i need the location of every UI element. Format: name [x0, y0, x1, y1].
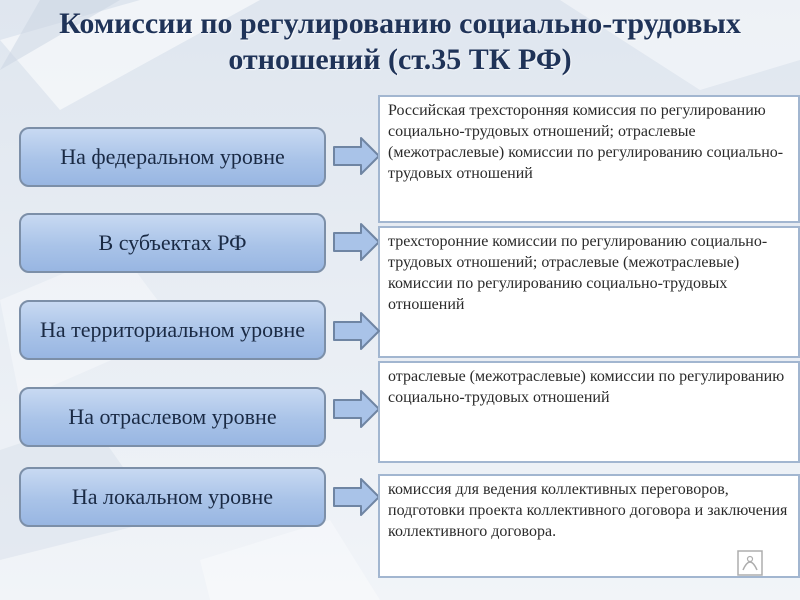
level-box-subjects: В субъектах РФ [19, 213, 326, 273]
description-sectoral: отраслевые (межотраслевые) комиссии по регулированию социально-трудовых отношений [378, 361, 800, 463]
description-local: комиссия для ведения коллективных переговоров, подготовки проекта коллективного договора и заключения коллективного договора. [378, 474, 800, 578]
level-box-territorial: На территориальном уровне [19, 300, 326, 360]
level-box-federal: На федеральном уровне [19, 127, 326, 187]
level-box-local: На локальном уровне [19, 467, 326, 527]
page-title: Комиссии по регулированию социально-трудовых отношений (ст.35 ТК РФ) [59, 7, 741, 76]
logo-mark-icon [735, 548, 765, 578]
arrow-right-icon [333, 389, 381, 429]
description-federal: Российская трехсторонняя комиссия по регулированию социально-трудовых отношений; отраслевые (межотраслевые) комиссии по регулированию социально-трудовых отношений [378, 95, 800, 223]
arrow-right-icon [333, 136, 381, 176]
arrow-right-icon [333, 222, 381, 262]
arrow-right-icon [333, 477, 381, 517]
level-box-sectoral: На отраслевом уровне [19, 387, 326, 447]
arrow-right-icon [333, 311, 381, 351]
description-subjects: трехсторонние комиссии по регулированию социально-трудовых отношений; отраслевые (межотраслевые) комиссии по регулированию социально-трудовых отношений [378, 226, 800, 358]
